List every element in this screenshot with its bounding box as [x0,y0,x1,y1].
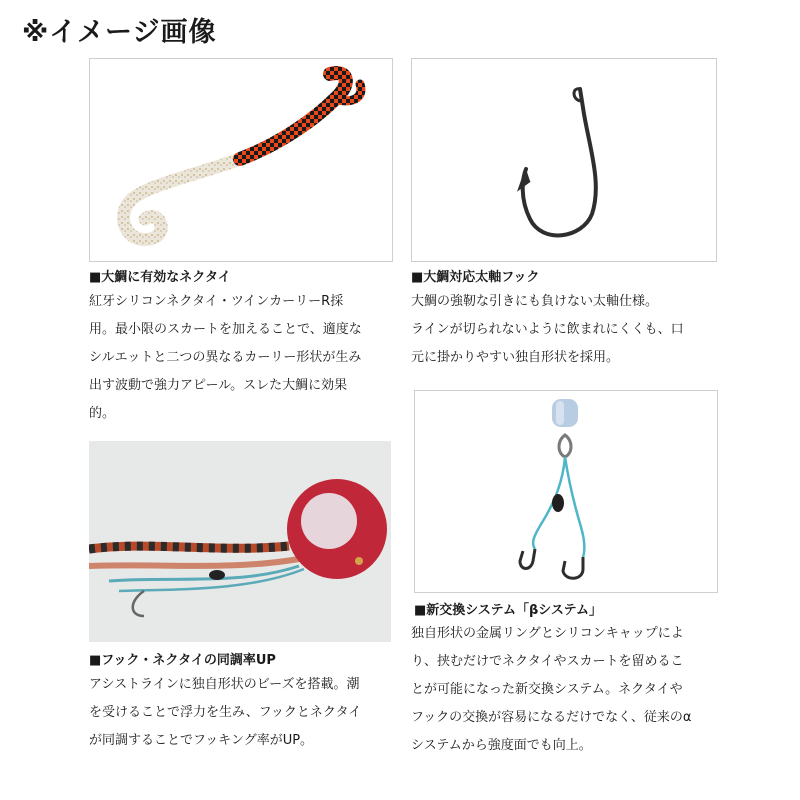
panel-3-description [89,671,361,755]
panel-1-line: 出す波動で強力アピール。スレた大鯛に効果 [89,378,348,393]
panel-2-heading: ■大鯛対応太軸フック [411,270,540,285]
panel-4-description [411,620,691,760]
panel-2-description [411,288,684,372]
panel-3-line: アシストラインに独自形状のビーズを搭載。潮 [89,677,360,692]
panel-2-line: 大鯛の強靭な引きにも負けない太軸仕様。 [411,294,659,309]
hook-image [411,58,717,262]
panel-3-line: を受けることで浮力を生み、フックとネクタイ [89,705,362,720]
panel-1-line: 用。最小限のスカートを加えることで、適度な [89,322,362,337]
panel-4-line: 独自形状の金属リングとシリコンキャップによ [411,626,684,641]
panel-4-line: システムから強度面でも向上。 [411,738,592,753]
assist-hook-image [414,390,718,593]
panel-1-description [89,288,362,428]
panel-4-line: り、挟むだけでネクタイやスカートを留めるこ [411,654,684,669]
panel-1-heading: ■大鯛に有効なネクタイ [89,270,231,285]
panel-4-heading: ■新交換システム「βシステム」 [414,603,602,618]
panel-2-line: ラインが切られないように飲まれにくくも、口 [411,322,684,337]
panel-1-line: 紅牙シリコンネクタイ・ツインカーリーR採 [89,294,344,309]
panel-2-line: 元に掛かりやすい独自形状を採用。 [411,350,620,365]
panel-1-line: 的。 [89,406,116,421]
page-title: ※イメージ画像 [22,17,217,48]
panel-4-line: フックの交換が容易になるだけでなく、従来のα [411,710,692,725]
necktie-image [89,58,393,262]
panel-4-line: とが可能になった新交換システム。ネクタイや [411,682,683,697]
jig-head-image [89,441,391,642]
panel-3-line: が同調することでフッキング率がUP。 [89,733,314,748]
panel-3-heading: ■フック・ネクタイの同調率UP [89,653,276,668]
panel-1-line: シルエットと二つの異なるカーリー形状が生み [89,350,362,365]
